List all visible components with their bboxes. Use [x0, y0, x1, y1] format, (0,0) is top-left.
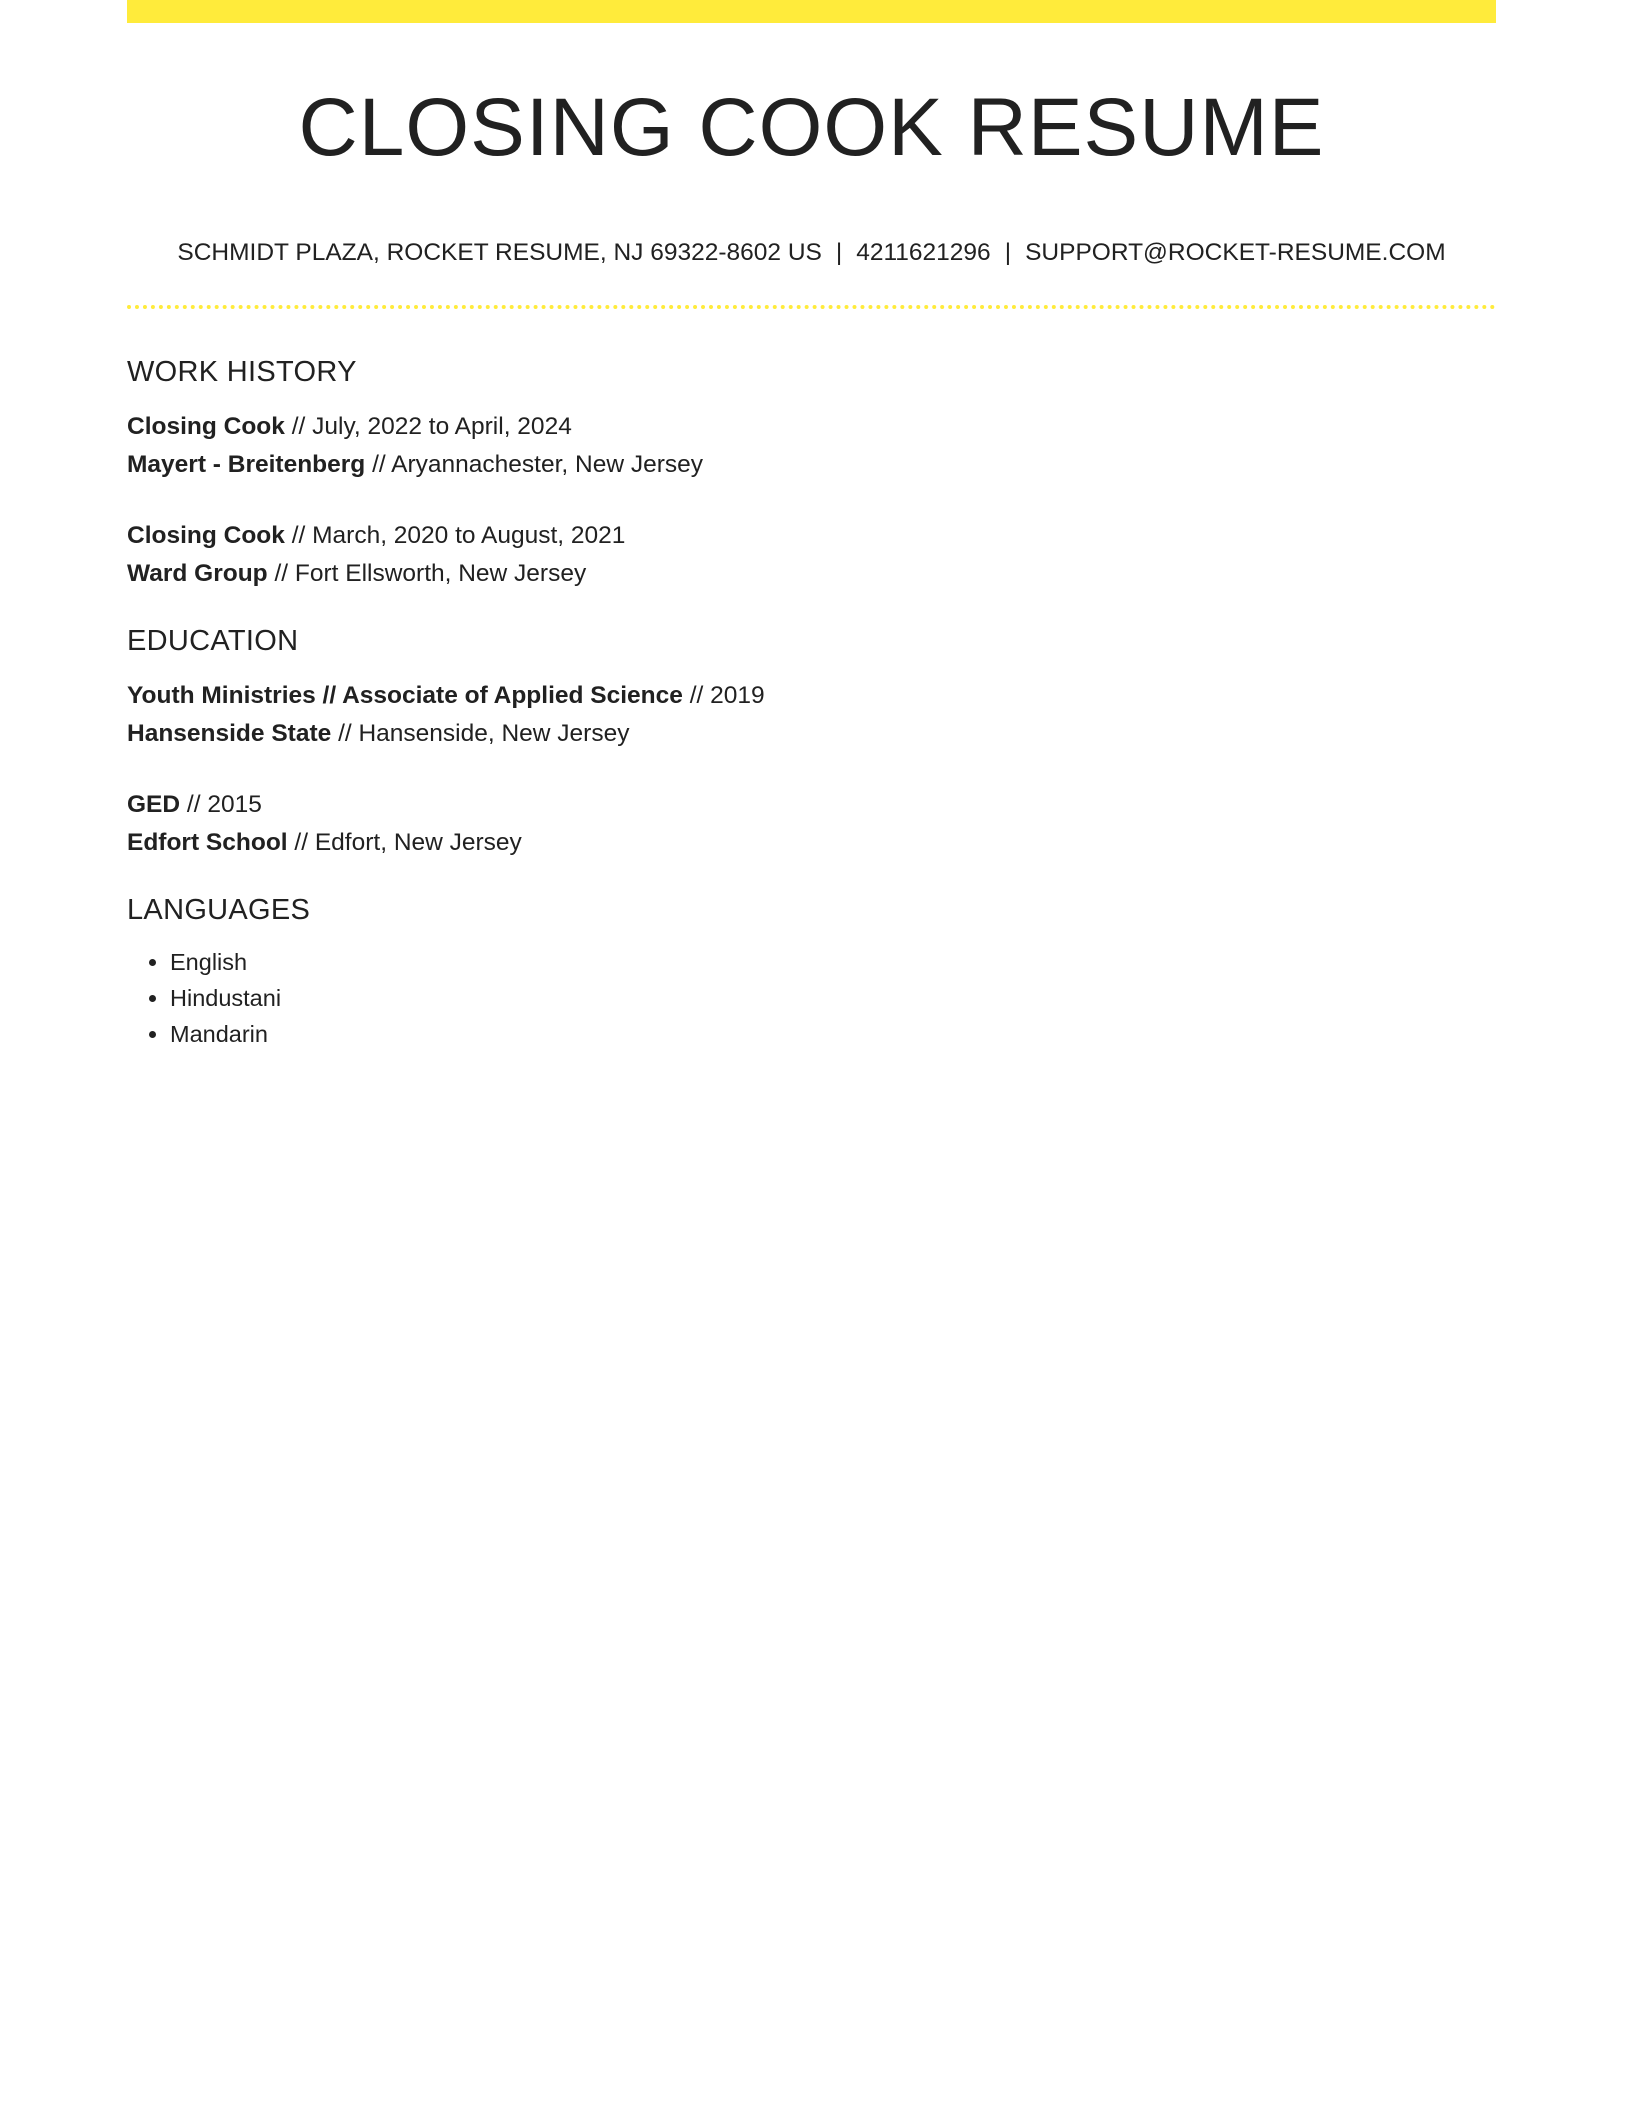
job-dates: // July, 2022 to April, 2024	[291, 413, 572, 440]
resume-body	[127, 350, 1496, 1052]
section-heading-languages: LANGUAGES	[127, 894, 311, 926]
school-name: Hansenside State	[127, 720, 332, 747]
job-dates: // March, 2020 to August, 2021	[291, 522, 626, 549]
graduation-year: // 2019	[689, 682, 765, 709]
employer-location: // Fort Ellsworth, New Jersey	[274, 560, 587, 587]
employer-location: // Aryannachester, New Jersey	[372, 451, 703, 478]
employer-name: Ward Group	[127, 560, 268, 587]
contact-line	[127, 236, 1496, 270]
school-name: Edfort School	[127, 829, 288, 856]
employer-name: Mayert - Breitenberg	[127, 451, 366, 478]
accent-top-bar	[127, 0, 1496, 23]
work-entry-title-line	[127, 517, 1496, 555]
work-entry	[127, 408, 1496, 484]
school-location: // Hansenside, New Jersey	[338, 720, 630, 747]
degree-name: Youth Ministries // Associate of Applied Science	[127, 682, 683, 709]
contact-phone: 4211621296	[856, 239, 991, 266]
contact-separator: |	[1004, 239, 1012, 266]
language-item: • Mandarin	[170, 1016, 1496, 1052]
contact-separator: |	[835, 239, 843, 266]
degree-name: GED	[127, 791, 181, 818]
school-location: // Edfort, New Jersey	[294, 829, 522, 856]
education-degree-line	[127, 677, 1496, 715]
language-item: • Hindustani	[170, 980, 1496, 1016]
education-entry	[127, 786, 1496, 862]
job-title: Closing Cook	[127, 413, 285, 440]
education-school-line	[127, 715, 1496, 753]
dotted-divider	[127, 305, 1496, 309]
education-degree-line	[127, 786, 1496, 824]
contact-address: SCHMIDT PLAZA, ROCKET RESUME, NJ 69322-8602 US	[177, 239, 822, 266]
work-entry	[127, 517, 1496, 593]
contact-email: SUPPORT@ROCKET-RESUME.COM	[1025, 239, 1446, 266]
section-heading-education: EDUCATION	[127, 625, 299, 657]
education-school-line	[127, 824, 1496, 862]
work-entry-employer-line	[127, 446, 1496, 484]
section-heading-work-history: WORK HISTORY	[127, 356, 357, 388]
resume-title: CLOSING COOK RESUME	[298, 82, 1325, 173]
education-entry	[127, 677, 1496, 753]
work-entry-title-line	[127, 408, 1496, 446]
job-title: Closing Cook	[127, 522, 285, 549]
languages-list	[127, 944, 1496, 1052]
work-entry-employer-line	[127, 555, 1496, 593]
graduation-year: // 2015	[186, 791, 262, 818]
language-item: • English	[170, 944, 1496, 980]
